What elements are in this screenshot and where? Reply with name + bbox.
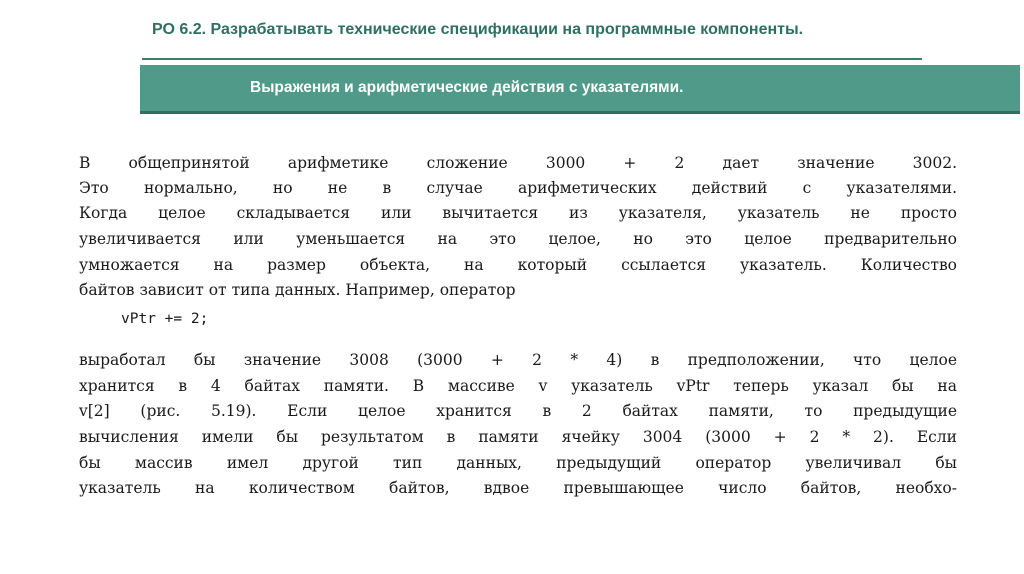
text-line: хранится в 4 байтах памяти. В массиве v указатель vPtr теперь указал бы на — [79, 377, 957, 395]
text-line: указатель на количеством байтов, вдвое превышающее число байтов, необхо- — [79, 479, 957, 497]
text-line: Это нормально, но не в случае арифметических действий с указателями. — [79, 179, 957, 197]
page-title: РО 6.2. Разрабатывать технические спецификации на программные компоненты. — [152, 21, 804, 38]
text-line: В общепринятой арифметике сложение 3000 + 2 дает значение 3002. — [79, 154, 957, 172]
text-line: v[2] (рис. 5.19). Если целое хранится в 2 байтах памяти, то предыдущие — [79, 402, 957, 420]
text-line: умножается на размер объекта, на который ссылается указатель. Количество — [79, 256, 957, 274]
text-line: Когда целое складывается или вычитается из указателя, указатель не просто — [79, 204, 957, 222]
text-line: выработал бы значение 3008 (3000 + 2 * 4) в предположении, что целое — [79, 351, 957, 369]
text-line: байтов зависит от типа данных. Например, оператор — [79, 281, 516, 299]
text-line: вычисления имели бы результатом в памяти ячейку 3004 (3000 + 2 * 2). Если — [79, 428, 957, 446]
text-line: бы массив имел другой тип данных, предыдущий оператор увеличивал бы — [79, 454, 957, 472]
text-line: увеличивается или уменьшается на это целое, но это целое предварительно — [79, 230, 957, 248]
section-subtitle: Выражения и арифметические действия с указателями. — [250, 79, 684, 96]
code-snippet: vPtr += 2; — [121, 311, 209, 327]
